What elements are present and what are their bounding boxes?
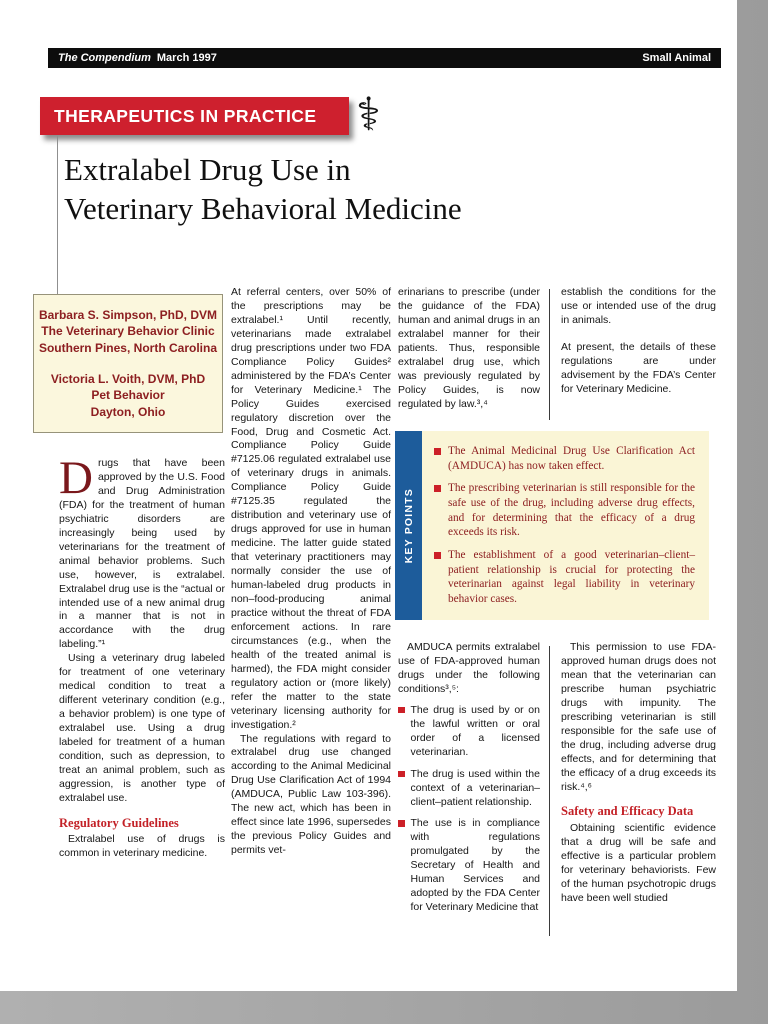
condition-text: The use is in compliance with regulations promulgated by the Secretary of Health and Human Services and adopted by the FDA Center for Veterinary Medicine that [410, 817, 540, 914]
paragraph: At referral centers, over 50% of the prescriptions may be extralabel.¹ Until recently, veterinarians made extralabel drug prescriptions under two FDA Compliance Policy Guides² administered by the FDA’s Center for Veterinary Medicine.¹ The Policy Guides exercised regulatory discretion over the Food, Drug and Cosmetic Act. Compliance Policy Guide #7125.06 regulated extralabel use of veterinary drugs in animals. Compliance Policy Guide #7125.35 regulated the distribution and veterinary use of drugs approved for use in human medicine. The latter guide stated that veterinary practitioners may normally consider the use of human-labeled drug products in non–food-producing animal practice without the threat of FDA enforcement actions. In rare circumstances (e.g., when the health of the treated animal is harmed), the FDA might consider regulatory action or (more likely) refer the matter to the state veterinary licensing authority for investigation.² [231, 286, 391, 731]
masthead-bar [48, 48, 721, 68]
paragraph: establish the conditions for the use or intended use of the drug in animals. [561, 286, 716, 326]
column-2 [231, 286, 391, 858]
paragraph: AMDUCA permits extralabel use of FDA-approved human drugs under the following conditions³,⁵: [398, 641, 540, 695]
bullet-square-icon [398, 820, 405, 827]
bullet-square-icon [398, 771, 405, 778]
column-1 [59, 452, 225, 861]
paragraph: The regulations with regard to extralabel drug use changed according to the Animal Medicinal Drug Use Clarification Act of 1994 (AMDUCA, Public Law 103-396). The new act, which has been in effect since late 1996, supersedes the previous Policy Guides and permits vet- [231, 732, 391, 857]
condition-text: The drug is used within the context of a veterinarian–client–patient relationship. [410, 767, 540, 808]
section-heading-safety: Safety and Efficacy Data [561, 804, 694, 819]
paragraph [59, 452, 225, 652]
column-4-top [561, 286, 716, 397]
author-affiliation: Pet Behavior [91, 388, 165, 403]
paragraph-text: rugs that have been approved by the U.S. Food and Drug Administration (FDA) for the treatment of human psychiatric disorders are increasingly being used by veterinarians for the treatment of animal behavior problems. Such use, however, is extralabel. Extralabel drug use is the “actual or intended use of a new animal drug in a manner that is not in accordance with the drug labeling.”¹ [59, 457, 225, 651]
paragraph: At present, the details of these regulations are under advisement by the FDA’s Center for Veterinary Medicine. [561, 340, 716, 395]
journal-title: The Compendium [58, 52, 151, 64]
veterinary-caduceus-icon: ⚕ [356, 87, 381, 141]
author-group [39, 307, 217, 357]
author-affiliation: The Veterinary Behavior Clinic [41, 324, 215, 339]
vertical-rule [57, 135, 58, 294]
author-box [33, 294, 223, 433]
key-points-box [395, 431, 709, 620]
bullet-square-icon [398, 707, 405, 714]
key-point-item [434, 548, 695, 607]
condition-text: The drug is used by or on the lawful written or oral order of a licensed veterinarian. [410, 703, 540, 758]
condition-item [398, 768, 540, 810]
section-banner [40, 97, 349, 135]
key-points-tab-label: KEY POINTS [402, 487, 415, 564]
key-point-item [434, 444, 695, 473]
section-banner-label: THERAPEUTICS IN PRACTICE [54, 105, 317, 126]
author-location: Dayton, Ohio [90, 404, 166, 419]
condition-item [398, 817, 540, 915]
paragraph: Using a veterinary drug labeled for treatment of one veterinary medical condition to treat a different veterinary condition (e.g., a behavior problem) is one type of extralabel use. Using a drug labeled for treatment of a human condition, such as depression, to treat an animal problem, such as aggression, is another type of extralabel use. [59, 652, 225, 804]
bullet-square-icon [434, 485, 441, 492]
drop-cap: D [59, 452, 93, 504]
article-title-line1: Extralabel Drug Use in [64, 152, 351, 187]
author-location: Southern Pines, North Carolina [38, 340, 217, 355]
paragraph: Extralabel use of drugs is common in veterinary medicine. [59, 833, 225, 860]
column-rule [549, 289, 550, 420]
paragraph: This permission to use FDA-approved human drugs does not mean that the veterinarian can prescribe human psychiatric drugs with impunity. The prescribing veterinarian is still responsible for the safe use of the drug, including adverse drug effects, and for determining that the efficacy of a drug exceeds its risk.⁴,⁶ [561, 641, 716, 793]
author-name: Barbara S. Simpson, PhD, DVM [38, 307, 218, 322]
paragraph: Obtaining scientific evidence that a drug will be safe and effective is a particular problem for veterinary behaviorists. Few of the human psychotropic drugs have been well studied [561, 822, 716, 904]
key-point-text: The establishment of a good veterinarian–client–patient relationship is crucial for protecting the veterinarian against legal liability in veterinary behavior cases. [448, 549, 695, 606]
key-point-text: The prescribing veterinarian is still responsible for the safe use of the drug, including adverse drug effects, and for determining that the efficacy of a drug exceeds its risk. [448, 482, 695, 539]
article-title-line2: Veterinary Behavioral Medicine [64, 191, 462, 226]
bullet-square-icon [434, 448, 441, 455]
bullet-square-icon [434, 552, 441, 559]
issue-date: March 1997 [156, 52, 217, 64]
column-rule [549, 646, 550, 936]
section-label: Small Animal [642, 52, 711, 64]
masthead-left [58, 52, 217, 64]
column-4-bottom [561, 641, 716, 906]
author-name: Victoria L. Voith, DVM, PhD [50, 371, 206, 386]
column-3-bottom [398, 641, 540, 923]
key-point-item [434, 481, 695, 540]
article-title [64, 150, 462, 228]
section-heading-regulatory: Regulatory Guidelines [59, 815, 179, 830]
condition-item [398, 704, 540, 760]
key-point-text: The Animal Medicinal Drug Use Clarification Act (AMDUCA) has now taken effect. [448, 445, 695, 472]
author-group [51, 371, 205, 421]
column-3-top [398, 286, 540, 412]
key-points-content [422, 431, 709, 620]
key-points-tab [395, 431, 422, 620]
paragraph: erinarians to prescribe (under the guidance of the FDA) human and animal drugs in an extralabel manner for their patients. Thus, responsible extralabel drug use, which was previously regulated by Policy Guides, is now regulated by law.³,⁴ [398, 286, 540, 410]
